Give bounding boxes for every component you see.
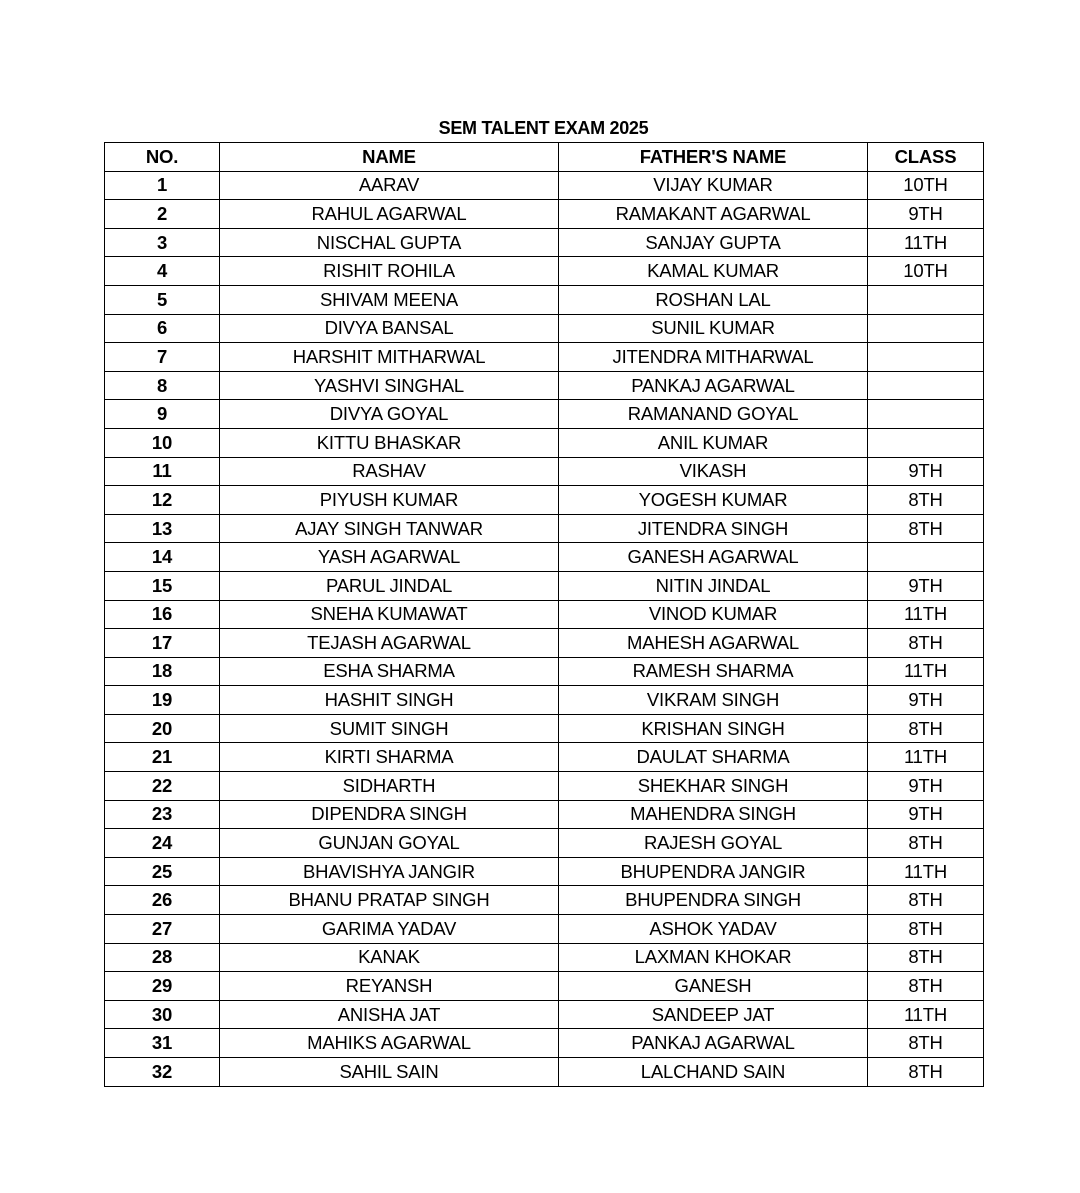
- table-row: [105, 285, 984, 314]
- cell-class: 9TH: [868, 800, 984, 829]
- cell-name: GARIMA YADAV: [220, 915, 559, 944]
- cell-class: 8TH: [868, 886, 984, 915]
- student-list-table: [104, 142, 984, 1087]
- cell-no: 9: [105, 400, 220, 429]
- cell-name: KITTU BHASKAR: [220, 428, 559, 457]
- cell-name: SIDHARTH: [220, 772, 559, 801]
- cell-name: DIVYA GOYAL: [220, 400, 559, 429]
- cell-no: 12: [105, 486, 220, 515]
- cell-class: 11TH: [868, 600, 984, 629]
- cell-father-name: BHUPENDRA JANGIR: [559, 857, 868, 886]
- table-row: [105, 886, 984, 915]
- cell-father-name: PANKAJ AGARWAL: [559, 1029, 868, 1058]
- cell-name: AJAY SINGH TANWAR: [220, 514, 559, 543]
- document-title: SEM TALENT EXAM 2025: [438, 118, 649, 138]
- cell-name: HARSHIT MITHARWAL: [220, 343, 559, 372]
- cell-class: 9TH: [868, 457, 984, 486]
- cell-father-name: JITENDRA MITHARWAL: [559, 343, 868, 372]
- table-row: [105, 915, 984, 944]
- cell-name: HASHIT SINGH: [220, 686, 559, 715]
- cell-no: 20: [105, 714, 220, 743]
- cell-name: DIPENDRA SINGH: [220, 800, 559, 829]
- cell-no: 32: [105, 1058, 220, 1087]
- table-row: [105, 514, 984, 543]
- cell-name: PIYUSH KUMAR: [220, 486, 559, 515]
- cell-name: PARUL JINDAL: [220, 571, 559, 600]
- cell-no: 15: [105, 571, 220, 600]
- cell-father-name: SUNIL KUMAR: [559, 314, 868, 343]
- cell-name: DIVYA BANSAL: [220, 314, 559, 343]
- cell-father-name: KRISHAN SINGH: [559, 714, 868, 743]
- table-row: [105, 1029, 984, 1058]
- cell-father-name: GANESH: [559, 972, 868, 1001]
- table-row: [105, 1058, 984, 1087]
- cell-class: [868, 543, 984, 572]
- cell-class: 11TH: [868, 1000, 984, 1029]
- cell-class: 8TH: [868, 943, 984, 972]
- table-body: [105, 171, 984, 1086]
- cell-father-name: SANJAY GUPTA: [559, 228, 868, 257]
- cell-father-name: JITENDRA SINGH: [559, 514, 868, 543]
- cell-no: 23: [105, 800, 220, 829]
- table-row: [105, 1000, 984, 1029]
- table-row: [105, 743, 984, 772]
- cell-class: 8TH: [868, 714, 984, 743]
- cell-father-name: VIKASH: [559, 457, 868, 486]
- cell-father-name: BHUPENDRA SINGH: [559, 886, 868, 915]
- cell-no: 11: [105, 457, 220, 486]
- cell-no: 7: [105, 343, 220, 372]
- cell-no: 25: [105, 857, 220, 886]
- table-row: [105, 686, 984, 715]
- cell-no: 13: [105, 514, 220, 543]
- table-row: [105, 371, 984, 400]
- cell-class: 8TH: [868, 514, 984, 543]
- cell-father-name: GANESH AGARWAL: [559, 543, 868, 572]
- cell-name: BHAVISHYA JANGIR: [220, 857, 559, 886]
- cell-no: 29: [105, 972, 220, 1001]
- cell-father-name: VIJAY KUMAR: [559, 171, 868, 200]
- cell-no: 10: [105, 428, 220, 457]
- table-row: [105, 257, 984, 286]
- cell-no: 22: [105, 772, 220, 801]
- header-name: NAME: [220, 143, 559, 172]
- cell-no: 31: [105, 1029, 220, 1058]
- cell-class: 10TH: [868, 171, 984, 200]
- table-row: [105, 543, 984, 572]
- cell-no: 30: [105, 1000, 220, 1029]
- table-row: [105, 486, 984, 515]
- cell-class: 9TH: [868, 571, 984, 600]
- cell-father-name: RAMAKANT AGARWAL: [559, 200, 868, 229]
- cell-no: 26: [105, 886, 220, 915]
- table-row: [105, 629, 984, 658]
- cell-class: [868, 400, 984, 429]
- cell-father-name: RAJESH GOYAL: [559, 829, 868, 858]
- table-row: [105, 343, 984, 372]
- cell-father-name: RAMANAND GOYAL: [559, 400, 868, 429]
- header-class: CLASS: [868, 143, 984, 172]
- header-row: [105, 143, 984, 172]
- cell-name: SHIVAM MEENA: [220, 285, 559, 314]
- cell-class: 8TH: [868, 629, 984, 658]
- cell-father-name: ASHOK YADAV: [559, 915, 868, 944]
- table-row: [105, 428, 984, 457]
- cell-name: SNEHA KUMAWAT: [220, 600, 559, 629]
- cell-class: [868, 428, 984, 457]
- header-father-name: FATHER'S NAME: [559, 143, 868, 172]
- cell-no: 19: [105, 686, 220, 715]
- cell-father-name: KAMAL KUMAR: [559, 257, 868, 286]
- cell-father-name: ANIL KUMAR: [559, 428, 868, 457]
- cell-name: KANAK: [220, 943, 559, 972]
- cell-class: 10TH: [868, 257, 984, 286]
- cell-no: 2: [105, 200, 220, 229]
- table-row: [105, 800, 984, 829]
- header-no: NO.: [105, 143, 220, 172]
- cell-class: [868, 343, 984, 372]
- table-row: [105, 714, 984, 743]
- cell-name: GUNJAN GOYAL: [220, 829, 559, 858]
- table-row: [105, 171, 984, 200]
- cell-no: 24: [105, 829, 220, 858]
- table-row: [105, 772, 984, 801]
- cell-name: YASHVI SINGHAL: [220, 371, 559, 400]
- cell-name: KIRTI SHARMA: [220, 743, 559, 772]
- table-row: [105, 972, 984, 1001]
- cell-name: SAHIL SAIN: [220, 1058, 559, 1087]
- cell-no: 16: [105, 600, 220, 629]
- cell-class: [868, 314, 984, 343]
- cell-name: TEJASH AGARWAL: [220, 629, 559, 658]
- cell-father-name: SANDEEP JAT: [559, 1000, 868, 1029]
- table-row: [105, 228, 984, 257]
- cell-no: 28: [105, 943, 220, 972]
- cell-no: 17: [105, 629, 220, 658]
- cell-father-name: ROSHAN LAL: [559, 285, 868, 314]
- cell-no: 18: [105, 657, 220, 686]
- cell-name: ANISHA JAT: [220, 1000, 559, 1029]
- cell-no: 27: [105, 915, 220, 944]
- table-row: [105, 943, 984, 972]
- cell-name: RISHIT ROHILA: [220, 257, 559, 286]
- cell-class: 8TH: [868, 915, 984, 944]
- cell-name: YASH AGARWAL: [220, 543, 559, 572]
- cell-father-name: LAXMAN KHOKAR: [559, 943, 868, 972]
- cell-no: 21: [105, 743, 220, 772]
- cell-class: 9TH: [868, 200, 984, 229]
- cell-father-name: YOGESH KUMAR: [559, 486, 868, 515]
- cell-name: AARAV: [220, 171, 559, 200]
- cell-father-name: RAMESH SHARMA: [559, 657, 868, 686]
- table-row: [105, 600, 984, 629]
- cell-class: [868, 285, 984, 314]
- cell-father-name: MAHESH AGARWAL: [559, 629, 868, 658]
- cell-no: 14: [105, 543, 220, 572]
- cell-father-name: DAULAT SHARMA: [559, 743, 868, 772]
- cell-father-name: NITIN JINDAL: [559, 571, 868, 600]
- cell-name: MAHIKS AGARWAL: [220, 1029, 559, 1058]
- cell-name: NISCHAL GUPTA: [220, 228, 559, 257]
- cell-no: 8: [105, 371, 220, 400]
- cell-class: 8TH: [868, 486, 984, 515]
- cell-father-name: VIKRAM SINGH: [559, 686, 868, 715]
- cell-class: 8TH: [868, 1029, 984, 1058]
- table-row: [105, 457, 984, 486]
- table-row: [105, 400, 984, 429]
- table-header: [105, 143, 984, 172]
- cell-father-name: SHEKHAR SINGH: [559, 772, 868, 801]
- table-row: [105, 857, 984, 886]
- table-row: [105, 314, 984, 343]
- cell-class: 9TH: [868, 686, 984, 715]
- cell-no: 5: [105, 285, 220, 314]
- cell-name: BHANU PRATAP SINGH: [220, 886, 559, 915]
- cell-class: 11TH: [868, 743, 984, 772]
- cell-name: RASHAV: [220, 457, 559, 486]
- cell-class: 8TH: [868, 972, 984, 1001]
- cell-father-name: PANKAJ AGARWAL: [559, 371, 868, 400]
- cell-name: ESHA SHARMA: [220, 657, 559, 686]
- table-row: [105, 200, 984, 229]
- table-row: [105, 657, 984, 686]
- cell-name: RAHUL AGARWAL: [220, 200, 559, 229]
- cell-father-name: VINOD KUMAR: [559, 600, 868, 629]
- cell-father-name: LALCHAND SAIN: [559, 1058, 868, 1087]
- cell-name: REYANSH: [220, 972, 559, 1001]
- cell-no: 3: [105, 228, 220, 257]
- cell-no: 4: [105, 257, 220, 286]
- cell-class: 8TH: [868, 1058, 984, 1087]
- table-row: [105, 829, 984, 858]
- cell-class: 11TH: [868, 657, 984, 686]
- cell-father-name: MAHENDRA SINGH: [559, 800, 868, 829]
- cell-no: 6: [105, 314, 220, 343]
- cell-no: 1: [105, 171, 220, 200]
- cell-class: 11TH: [868, 857, 984, 886]
- cell-class: [868, 371, 984, 400]
- cell-class: 11TH: [868, 228, 984, 257]
- table-row: [105, 571, 984, 600]
- cell-name: SUMIT SINGH: [220, 714, 559, 743]
- cell-class: 8TH: [868, 829, 984, 858]
- cell-class: 9TH: [868, 772, 984, 801]
